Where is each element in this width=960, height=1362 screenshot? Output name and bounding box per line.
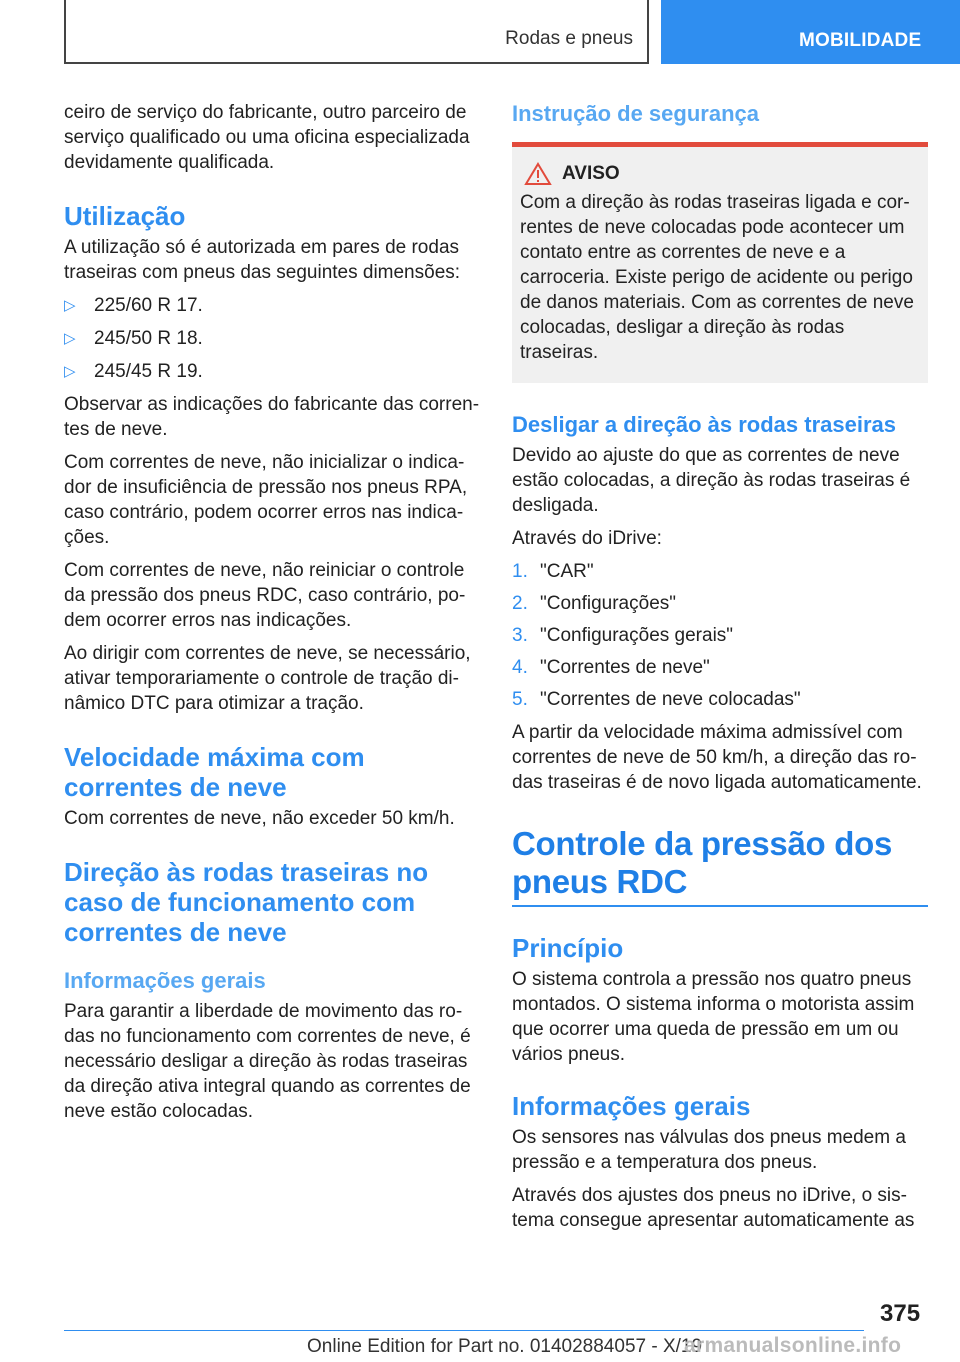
idrive-steps-list [512,559,928,712]
footer-edition: Online Edition for Part no. 01402884057 - X/19 [307,1336,703,1357]
heading-informacoes-gerais: Informações gerais [512,1091,751,1121]
list-item: 4. "Correntes de neve" [512,657,710,678]
triangle-bullet-icon: ▷ [64,363,76,380]
list-item: 5. "Correntes de neve colocadas" [512,689,801,710]
heading-divider [512,905,928,907]
heading-direcao: Direção às rodas traseiras no caso de funcionamento com correntes de neve [64,857,429,947]
heading-instrucao-seguranca: Instrução de segurança [512,101,759,126]
tire-size-list [64,293,482,384]
header-chapter-title: MOBILIDADE [799,30,922,51]
warning-box [512,142,928,383]
triangle-bullet-icon: ▷ [64,330,76,347]
heading-principio: Princípio [512,933,624,963]
info-p2: Através dos ajustes dos pneus no iDrive, o sistema consegue apresentar automaticamente as [512,1185,915,1231]
list-item: ▷ 245/50 R 18. [64,328,203,349]
utilizacao-p3: Com correntes de neve, não reiniciar o controle da pressão dos pneus RDC, caso contrário, podem ocorrer erros nas indicações. [64,560,466,631]
page-number: 375 [880,1300,921,1327]
warning-title [520,161,920,186]
list-item: 1. "CAR" [512,561,594,582]
subheading-informacoes-gerais: Informações gerais [64,968,266,993]
direcao-text: Para garantir a liberdade de movimento das rodas no funcionamento com correntes de neve, é necessário desligar a direção às rodas traseiras da direção ativa integral quando as correntes de neve estão colocadas. [64,1001,471,1122]
watermark-logo: armanualsonline.info [684,1334,902,1357]
intro-paragraph: ceiro de serviço do fabricante, outro parceiro de serviço qualificado ou uma oficina especializada devidamente qualificada. [64,102,470,173]
utilizacao-p1: Observar as indicações do fabricante das correntes de neve. [64,394,480,440]
desligar-after: A partir da velocidade máxima admissível com correntes de neve de 50 km/h, a direção das rodas traseiras é de novo ligada automaticamente. [512,722,922,793]
desligar-text: Devido ao ajuste do que as correntes de neve estão colocadas, a direção às rodas traseiras é desligada. [512,445,911,516]
warning-triangle-icon [524,162,552,186]
list-item: 3. "Configurações gerais" [512,625,734,646]
warning-label: AVISO [562,163,620,184]
velocidade-text: Com correntes de neve, não exceder 50 km/h. [64,808,455,829]
heading-velocidade: Velocidade máxima com correntes de neve [64,742,365,802]
utilizacao-p4: Ao dirigir com correntes de neve, se necessário, ativar temporariamente o controle de tração dinâmico DTC para otimizar a tração. [64,643,471,714]
footer-divider [64,1330,864,1331]
left-column [64,100,482,1132]
utilizacao-p2: Com correntes de neve, não inicializar o indicador de insuficiência de pressão nos pneus RPA, caso contrário, podem ocorrer erros nas indicações. [64,452,468,548]
principio-text: O sistema controla a pressão nos quatro pneus montados. O sistema informa o motorista assim que ocorrer uma queda de pressão em um ou vários pneus. [512,969,915,1065]
heading-desligar: Desligar a direção às rodas traseiras [512,412,896,437]
heading-utilizacao: Utilização [64,201,186,231]
heading-rdc: Controle da pressão dos pneus RDC [512,825,893,900]
header-section-box [64,0,649,64]
list-item: 2. "Configurações" [512,593,677,614]
utilizacao-text: A utilização só é autorizada em pares de rodas traseiras com pneus das seguintes dimensões: [64,237,461,283]
list-item: ▷ 225/60 R 17. [64,295,203,316]
warning-text: Com a direção às rodas traseiras ligada e correntes de neve colocadas pode acontecer um contato entre as correntes de neve e a carroceria. Existe perigo de acidente ou perigo de danos materiais. Com as correntes de neve colocadas, desligar a direção às rodas traseiras. [520,192,914,363]
header-chapter-tab [661,0,960,64]
header-section-title: Rodas e pneus [505,28,633,49]
desligar-via: Através do iDrive: [512,528,662,549]
triangle-bullet-icon: ▷ [64,297,76,314]
list-item: ▷ 245/45 R 19. [64,361,203,382]
right-column [512,100,928,1241]
info-p1: Os sensores nas válvulas dos pneus medem a pressão e a temperatura dos pneus. [512,1127,906,1173]
